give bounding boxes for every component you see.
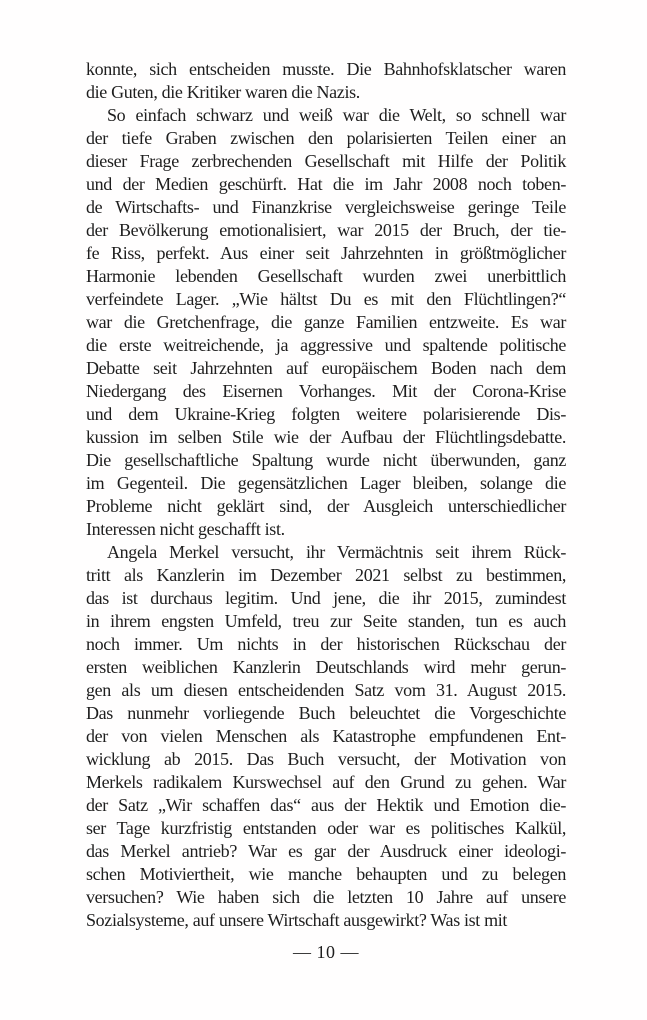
text-line: Probleme nicht geklärt sind, der Ausgleich unterschiedlicher (86, 496, 566, 516)
text-line: Angela Merkel versucht, ihr Vermächtnis seit ihrem Rück- (107, 542, 566, 562)
text-line: Harmonie lebenden Gesellschaft wurden zwei unerbittlich (86, 266, 566, 286)
text-line: kussion im selben Stile wie der Aufbau der Flüchtlingsdebatte. (86, 427, 566, 447)
text-line: Debatte seit Jahrzehnten auf europäischem Boden nach dem (86, 358, 566, 378)
text-line: Interessen nicht geschafft ist. (86, 519, 285, 539)
text-line: Sozialsysteme, auf unsere Wirtschaft ausgewirkt? Was ist mit (86, 910, 508, 930)
text-line: fe Riss, perfekt. Aus einer seit Jahrzehnten in größtmöglicher (86, 243, 566, 263)
text-line: tritt als Kanzlerin im Dezember 2021 selbst zu bestimmen, (86, 565, 566, 585)
text-line: im Gegenteil. Die gegensätzlichen Lager bleiben, solange die (86, 473, 566, 493)
text-line: der Satz „Wir schaffen das“ aus der Hektik und Emotion die- (86, 795, 566, 815)
paragraph (86, 541, 566, 932)
text-line: und der Medien geschürft. Hat die im Jahr 2008 noch toben- (86, 174, 566, 194)
text-line: Niedergang des Eisernen Vorhanges. Mit der Corona-Krise (86, 381, 566, 401)
text-line: konnte, sich entscheiden musste. Die Bahnhofsklatscher waren (86, 59, 566, 79)
text-line: Die gesellschaftliche Spaltung wurde nicht überwunden, ganz (86, 450, 566, 470)
text-line: gen als um diesen entscheidenden Satz vom 31. August 2015. (86, 680, 566, 700)
text-line: der Bevölkerung emotionalisiert, war 2015 der Bruch, der tie- (86, 220, 566, 240)
text-line: war die Gretchenfrage, die ganze Familien entzweite. Es war (86, 312, 566, 332)
text-line: verfeindete Lager. „Wie hältst Du es mit den Flüchtlingen?“ (86, 289, 566, 309)
text-line: der tiefe Graben zwischen den polarisierten Teilen einer an (86, 128, 566, 148)
text-line: schen Motiviertheit, wie manche behaupten und zu belegen (86, 864, 566, 884)
text-line: das ist durchaus legitim. Und jene, die ihr 2015, zumindest (86, 588, 566, 608)
text-line: in ihrem engsten Umfeld, treu zur Seite standen, tun es auch (86, 611, 566, 631)
text-line: und dem Ukraine-Krieg folgten weitere polarisierende Dis- (86, 404, 566, 424)
text-line: versuchen? Wie haben sich die letzten 10 Jahre auf unsere (86, 887, 566, 907)
text-block (86, 58, 566, 932)
text-line: Das nunmehr vorliegende Buch beleuchtet die Vorgeschichte (86, 703, 566, 723)
text-line: der von vielen Menschen als Katastrophe empfundenen Ent- (86, 726, 566, 746)
text-line: ser Tage kurzfristig entstanden oder war es politisches Kalkül, (86, 818, 566, 838)
text-line: ersten weiblichen Kanzlerin Deutschlands wird mehr gerun- (86, 657, 566, 677)
text-line: die Guten, die Kritiker waren die Nazis. (86, 82, 360, 102)
paragraph (86, 104, 566, 541)
text-line: wicklung ab 2015. Das Buch versucht, der Motivation von (86, 749, 566, 769)
paragraph (86, 58, 566, 104)
text-line: dieser Frage zerbrechenden Gesellschaft mit Hilfe der Politik (86, 151, 566, 171)
text-line: de Wirtschafts- und Finanzkrise vergleichsweise geringe Teile (86, 197, 566, 217)
text-line: die erste weitreichende, ja aggressive und spaltende politische (86, 335, 566, 355)
text-line: Merkels radikalem Kurswechsel auf den Grund zu gehen. War (86, 772, 566, 792)
text-line: So einfach schwarz und weiß war die Welt, so schnell war (107, 105, 566, 125)
page-number: — 10 — (293, 942, 359, 962)
text-line: das Merkel antrieb? War es gar der Ausdruck einer ideologi- (86, 841, 566, 861)
text-line: noch immer. Um nichts in der historischen Rückschau der (86, 634, 566, 654)
